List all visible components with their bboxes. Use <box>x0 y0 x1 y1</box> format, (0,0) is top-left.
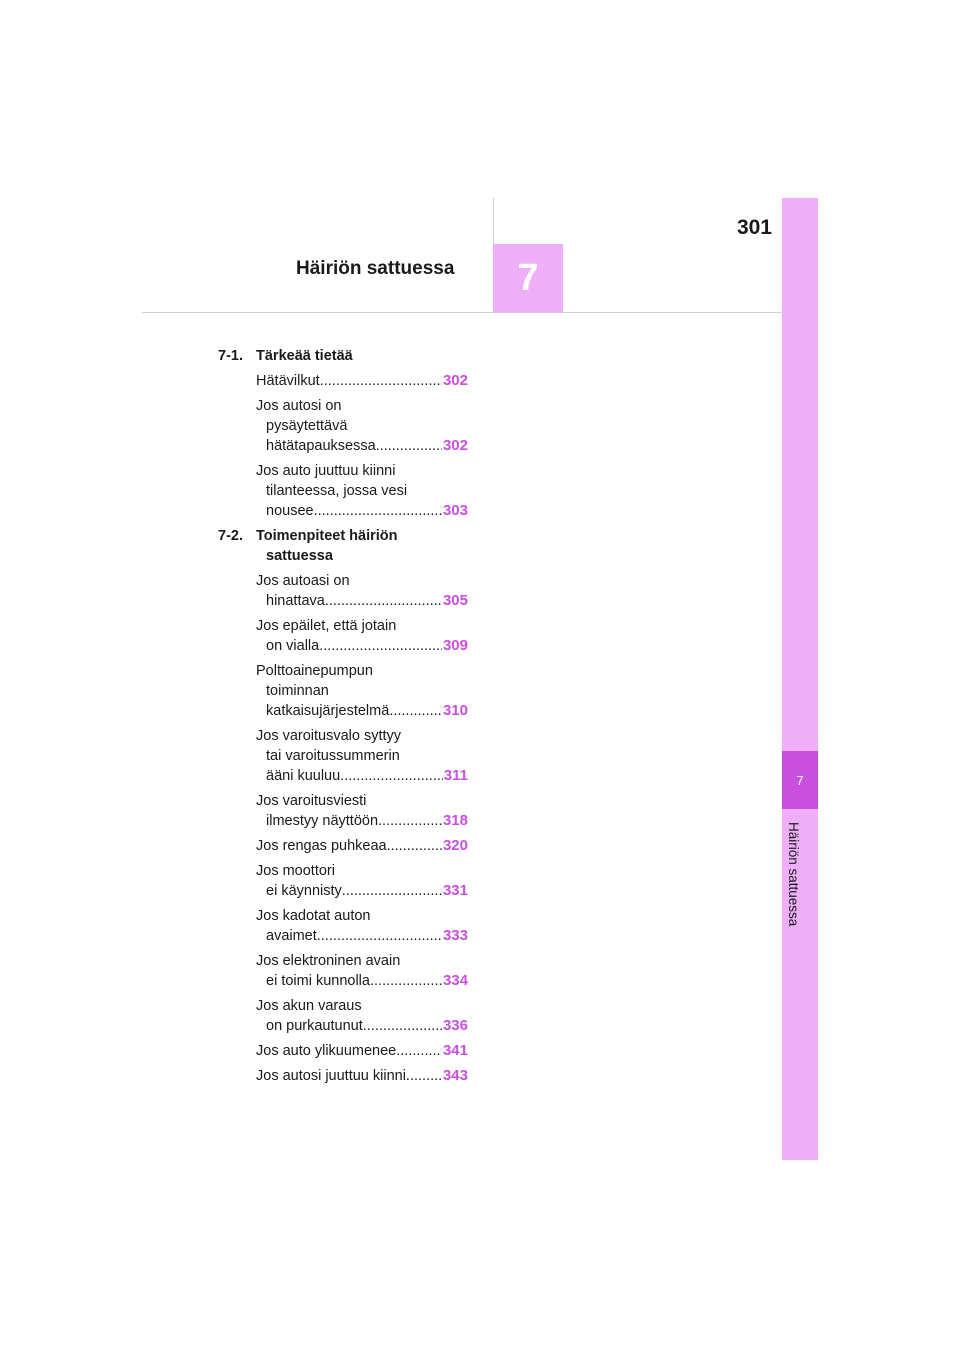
page-ref[interactable]: 333 <box>442 927 468 944</box>
table-of-contents <box>218 346 468 1091</box>
page-ref[interactable]: 302 <box>442 372 468 389</box>
header-horizontal-rule <box>142 312 782 313</box>
toc-section-7-1[interactable]: 7-1. Tärkeää tietää <box>218 348 353 364</box>
page-ref[interactable]: 331 <box>442 882 468 899</box>
page-ref[interactable]: 309 <box>442 637 468 654</box>
toc-item-rengas[interactable]: Jos rengas puhkeaa ..... 320 <box>256 836 468 856</box>
toc-item-moottori[interactable]: Jos moottori ei käynnisty ..... 331 <box>256 861 468 901</box>
page-ref[interactable]: 310 <box>442 702 468 719</box>
chapter-number-box: 7 <box>493 244 563 313</box>
page-number: 301 <box>736 216 772 239</box>
toc-section-7-2[interactable]: 7-2. Toimenpiteet häiriön sattuessa <box>218 528 398 564</box>
page-ref[interactable]: 302 <box>442 437 468 454</box>
page-ref[interactable]: 305 <box>442 592 468 609</box>
toc-item-hinattava[interactable]: Jos autoasi on hinattava ..... 305 <box>256 571 468 611</box>
page-ref[interactable]: 343 <box>442 1067 468 1084</box>
toc-item-avaimet[interactable]: Jos kadotat auton avaimet ..... 333 <box>256 906 468 946</box>
toc-item-pysaytettava[interactable]: Jos autosi on pysäytettävä hätätapauksessa ..... 302 <box>256 396 468 456</box>
toc-item-varoitusviesti[interactable]: Jos varoitusviesti ilmestyy näyttöön ..... 318 <box>256 791 468 831</box>
page-ref[interactable]: 318 <box>442 812 468 829</box>
toc-item-ylikuumenee[interactable]: Jos auto ylikuumenee ..... 341 <box>256 1041 468 1061</box>
side-tab-label: Häiriön sattuessa <box>786 822 801 927</box>
page-ref[interactable]: 334 <box>442 972 468 989</box>
page-ref[interactable]: 311 <box>443 767 468 784</box>
toc-item-vesi-nousee[interactable]: Jos auto juuttuu kiinni tilanteessa, jossa vesi nousee ..... 303 <box>256 461 468 521</box>
page-ref[interactable]: 336 <box>442 1017 468 1034</box>
toc-item-varoitusvalo[interactable]: Jos varoitusvalo syttyy tai varoitussummerin ääni kuuluu ..... 311 <box>256 726 468 786</box>
side-tab-chapter[interactable]: 7 <box>782 751 818 809</box>
page-ref[interactable]: 303 <box>442 502 468 519</box>
toc-item-juuttuu-kiinni[interactable]: Jos autosi juuttuu kiinni ..... 343 <box>256 1066 468 1086</box>
page-ref[interactable]: 320 <box>442 837 468 854</box>
toc-item-hatavilkut[interactable]: Hätävilkut ..... 302 <box>256 371 468 391</box>
toc-item-akku[interactable]: Jos akun varaus on purkautunut ..... 336 <box>256 996 468 1036</box>
side-strip <box>782 198 818 1160</box>
toc-item-elektroninen-avain[interactable]: Jos elektroninen avain ei toimi kunnolla ..... 334 <box>256 951 468 991</box>
toc-item-polttoainepumppu[interactable]: Polttoainepumpun toiminnan katkaisujärjestelmä ..... 310 <box>256 661 468 721</box>
chapter-title: Häiriön sattuessa <box>296 258 455 279</box>
page-ref[interactable]: 341 <box>442 1042 468 1059</box>
header-vertical-rule <box>493 198 494 244</box>
toc-item-vialla[interactable]: Jos epäilet, että jotain on vialla ..... 309 <box>256 616 468 656</box>
